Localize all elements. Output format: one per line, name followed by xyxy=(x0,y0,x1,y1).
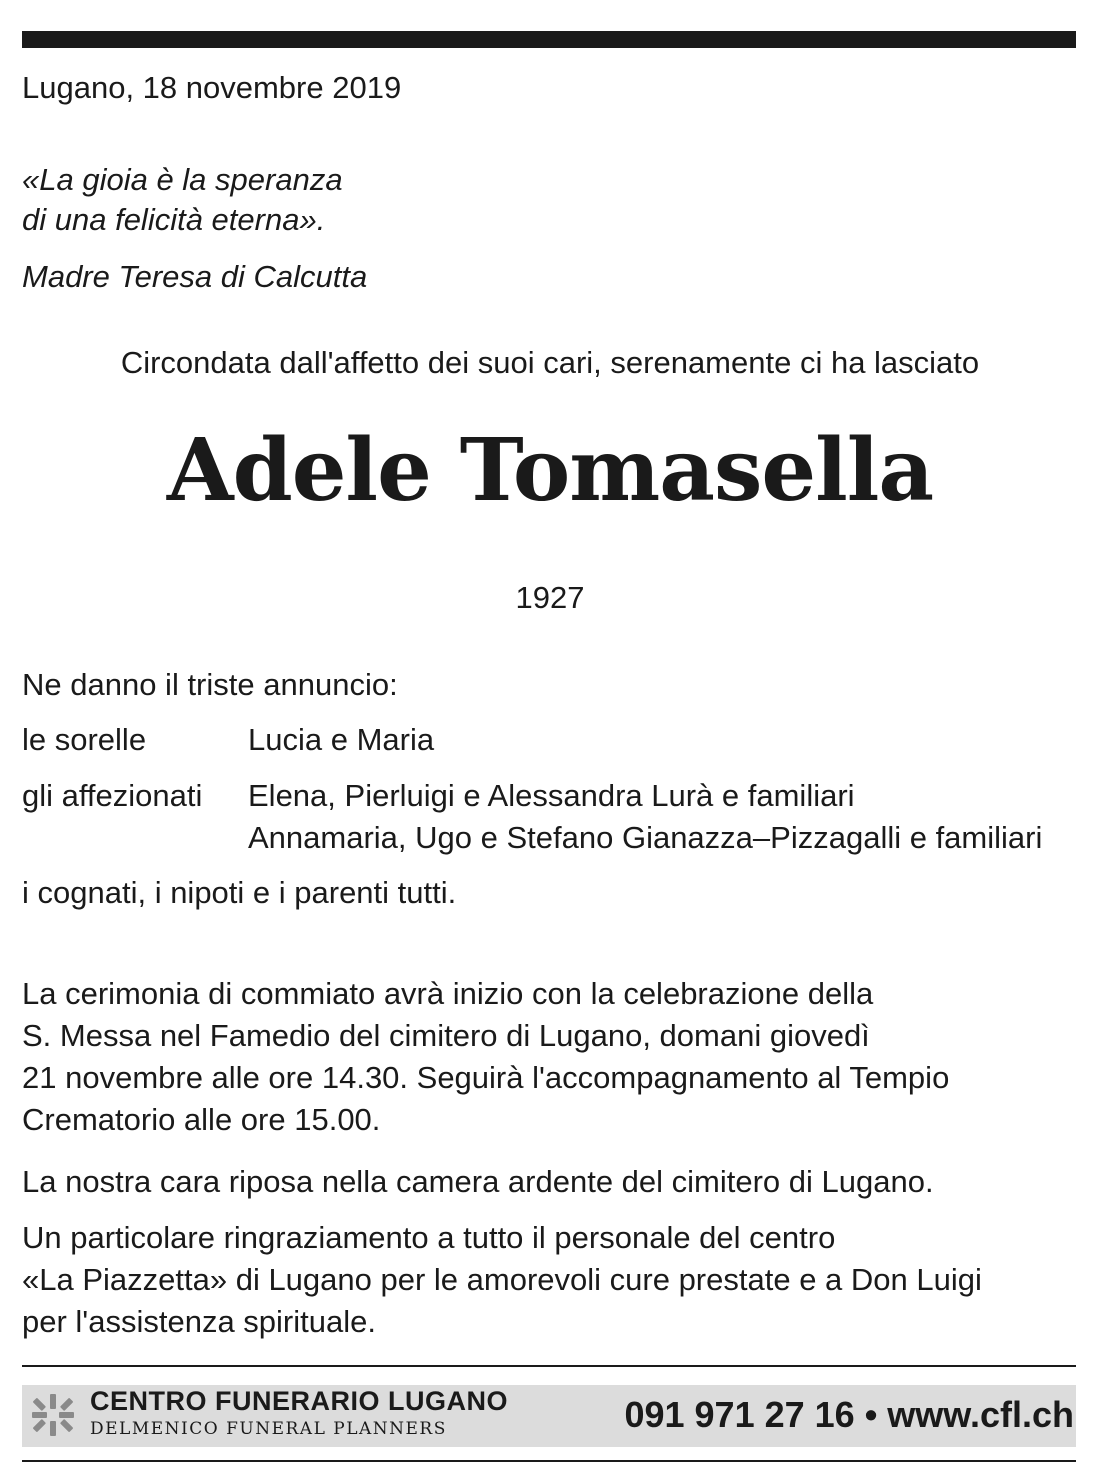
ceremony-line: 21 novembre alle ore 14.30. Seguirà l'accompagnamento al Tempio xyxy=(22,1060,950,1095)
footer-brand: CENTRO FUNERARIO LUGANO xyxy=(90,1386,508,1416)
footer-rule-bottom xyxy=(22,1460,1076,1462)
deceased-name: Adele Tomasella xyxy=(166,420,934,521)
thanks-line: Un particolare ringraziamento a tutto il personale del centro xyxy=(22,1220,836,1255)
quote-line: «La gioia è la speranza xyxy=(22,162,343,197)
family-value: Elena, Pierluigi e Alessandra Lurà e familiari xyxy=(248,778,855,813)
announce-heading: Ne danno il triste annuncio: xyxy=(22,667,398,702)
ceremony-paragraph xyxy=(22,973,1072,1141)
ceremony-line: Crematorio alle ore 15.00. xyxy=(22,1102,381,1137)
family-value: Lucia e Maria xyxy=(248,722,435,757)
footer-brand-sub: DELMENICO FUNERAL PLANNERS xyxy=(90,1419,447,1439)
thanks-paragraph xyxy=(22,1217,1072,1343)
thanks-line: per l'assistenza spirituale. xyxy=(22,1304,376,1339)
place-date: Lugano, 18 novembre 2019 xyxy=(22,70,402,105)
intro-text: Circondata dall'affetto dei suoi cari, serenamente ci ha lasciato xyxy=(120,345,980,380)
thanks-line: «La Piazzetta» di Lugano per le amorevoli cure prestate e a Don Luigi xyxy=(22,1262,982,1297)
family-label: le sorelle xyxy=(22,722,147,757)
cfl-logo-icon xyxy=(30,1392,76,1438)
ceremony-line: La cerimonia di commiato avrà inizio con la celebrazione della xyxy=(22,976,874,1011)
family-value: Annamaria, Ugo e Stefano Gianazza–Pizzagalli e familiari xyxy=(248,820,1043,855)
footer-rule-top xyxy=(22,1365,1076,1367)
quote-author: Madre Teresa di Calcutta xyxy=(22,259,368,294)
quote-line: di una felicità eterna». xyxy=(22,202,326,237)
deceased-year: 1927 xyxy=(515,580,585,615)
ceremony-line: S. Messa nel Famedio del cimitero di Lugano, domani giovedì xyxy=(22,1018,870,1053)
family-label: gli affezionati xyxy=(22,778,203,813)
footer-contact: 091 971 27 16 • www.cfl.ch xyxy=(624,1394,1074,1435)
family-closing: i cognati, i nipoti e i parenti tutti. xyxy=(22,875,457,910)
rest-paragraph: La nostra cara riposa nella camera ardente del cimitero di Lugano. xyxy=(22,1164,934,1199)
top-rule-bar xyxy=(22,31,1076,48)
quote xyxy=(22,160,343,240)
